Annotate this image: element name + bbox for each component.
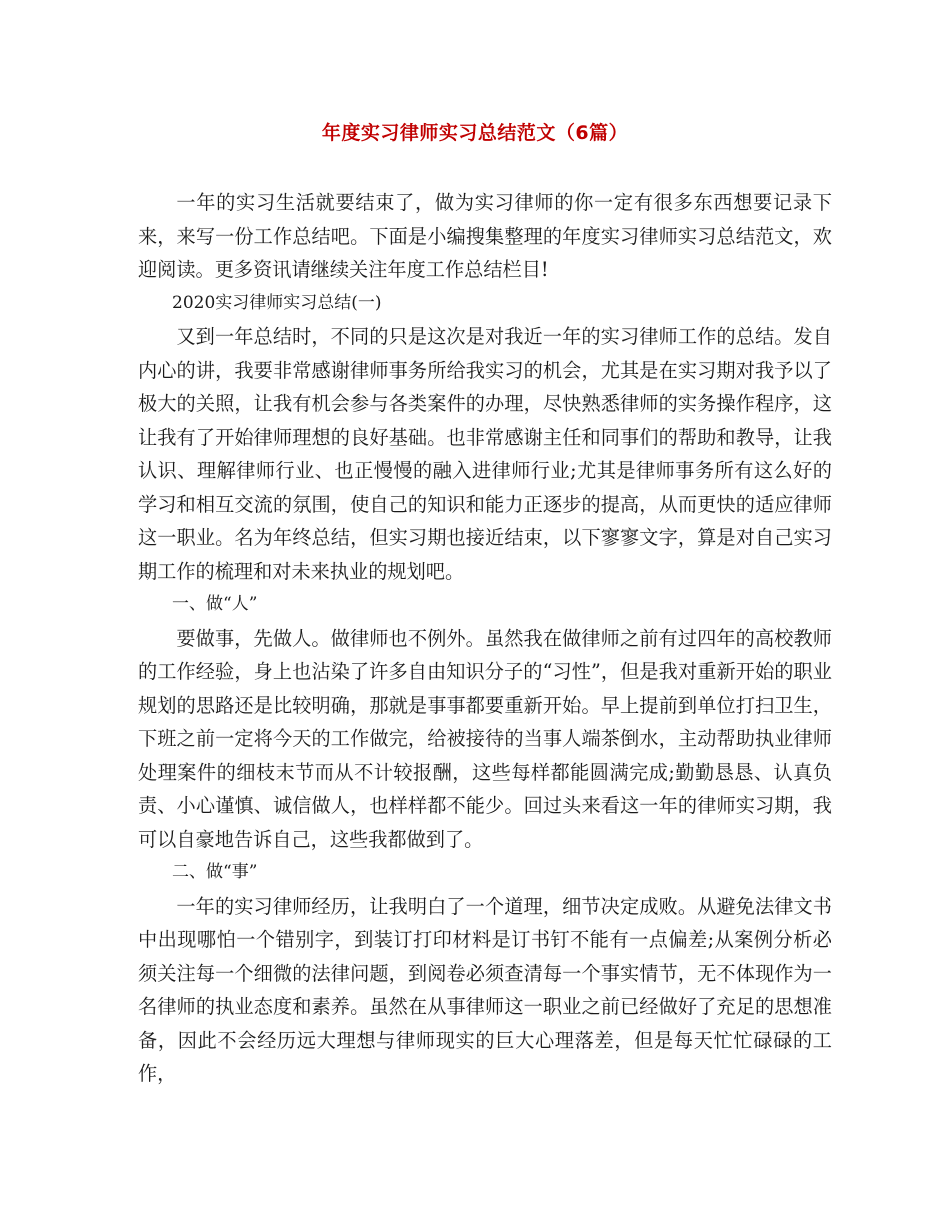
person-paragraph: 要做事，先做人。做律师也不例外。虽然我在做律师之前有过四年的高校教师的工作经验，身上也沾染了许多自由知识分子的“习性”，但是我对重新开始的职业规划的思路还是比较明确，那就是事事都要重新开始。早上提前到单位打扫卫生，下班之前一定将今天的工作做完，给被接待的当事人端茶倒水，主动帮助执业律师处理案件的细枝末节而从不计较报酬，这些每样都能圆满完成;勤勤恳恳、认真负责、小心谨慎、诚信做人，也样样都不能少。回过头来看这一年的律师实习期，我可以自豪地告诉自己，这些我都做到了。 <box>138 626 832 851</box>
document-title: 年度实习律师实习总结范文（6篇） <box>321 122 629 144</box>
section-heading-work: 二、做“事” <box>172 862 258 882</box>
work-paragraph: 一年的实习律师经历，让我明白了一个道理，细节决定成败。从避免法律文书中出现哪怕一个错别字，到装订打印材料是订书钉不能有一点偏差;从案例分析必须关注每一个细微的法律问题，到阅卷必须查清每一个事实情节，无不体现作为一名律师的执业态度和素养。虽然在从事律师这一职业之前已经做好了充足的思想准备，因此不会经历远大理想与律师现实的巨大心理落差，但是每天忙忙碌碌的工作， <box>138 894 832 1085</box>
intro-paragraph: 一年的实习生活就要结束了，做为实习律师的你一定有很多东西想要记录下来，来写一份工作总结吧。下面是小编搜集整理的年度实习律师实习总结范文，欢迎阅读。更多资讯请继续关注年度工作总结栏目! <box>138 191 832 281</box>
summary-paragraph: 又到一年总结时，不同的只是这次是对我近一年的实习律师工作的总结。发自内心的讲，我要非常感谢律师事务所给我实习的机会，尤其是在实习期对我予以了极大的关照，让我有机会参与各类案件的办理，尽快熟悉律师的实务操作程序，这让我有了开始律师理想的良好基础。也非常感谢主任和同事们的帮助和教导，让我认识、理解律师行业、也正慢慢的融入进律师行业;尤其是律师事务所有这么好的学习和相互交流的氛围，使自己的知识和能力正逐步的提高，从而更快的适应律师这一职业。名为年终总结，但实习期也接近结束，以下寥寥文字，算是对自己实习期工作的梳理和对未来执业的规划吧。 <box>138 325 832 583</box>
section-heading-person: 一、做“人” <box>172 594 258 614</box>
document-body <box>138 186 832 1091</box>
section-heading-summary-1: 2020实习律师实习总结(一) <box>172 292 382 313</box>
